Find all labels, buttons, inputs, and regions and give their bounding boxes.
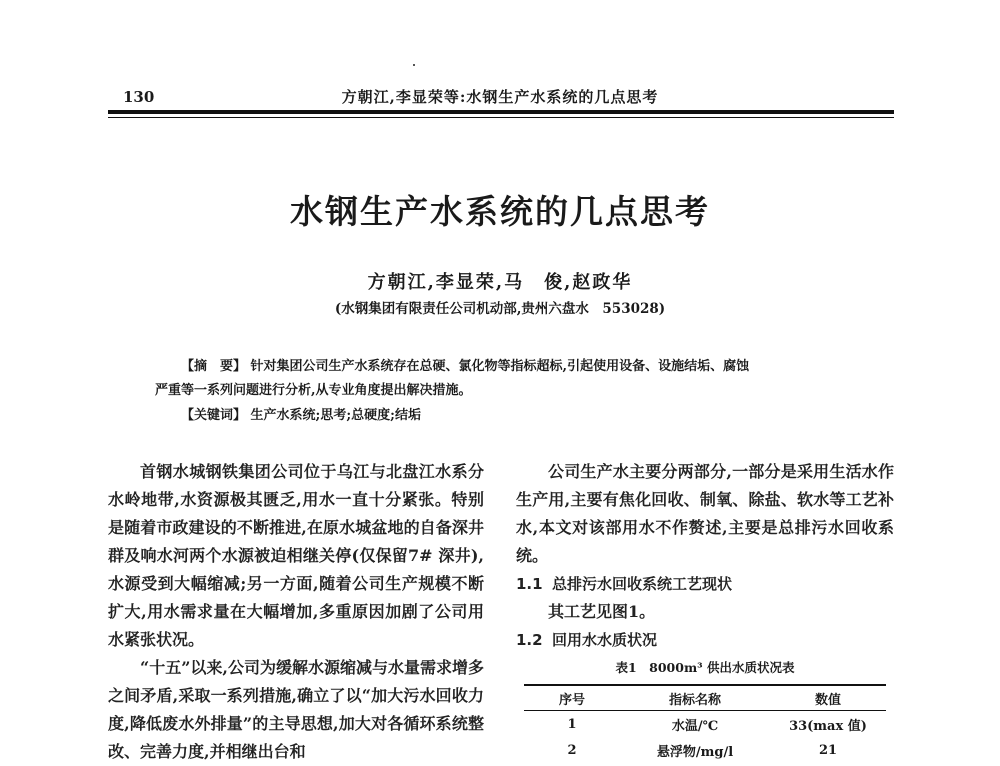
section-number: 1.2 xyxy=(516,631,543,649)
abstract-label: 【摘 要】 xyxy=(181,359,247,374)
section-title: 总排污水回收系统工艺现状 xyxy=(552,575,733,593)
abstract-text-line-2: 严重等一系列问题进行分析,从专业角度提出解决措施。 xyxy=(155,383,472,398)
table-header-cell: 序号 xyxy=(524,685,620,711)
body-paragraph: 公司生产水主要分两部分,一部分是采用生活水作生产用,主要有焦化回收、制氧、除盐、软水等工艺补水,本文对该部用水不作赘述,主要是总排污水回收系统。 xyxy=(516,462,894,565)
body-paragraph: 其工艺见图1。 xyxy=(548,602,656,621)
section-heading-1-2 xyxy=(516,626,894,654)
table-cell: 悬浮物/mg/l xyxy=(656,744,734,760)
section-number: 1.1 xyxy=(516,575,543,593)
table-cell: 水温/℃ xyxy=(671,718,719,734)
table-cell: 33(max 值) xyxy=(789,718,867,734)
body-paragraph: “十五”以来,公司为缓解水源缩减与水量需求增多之间矛盾,采取一系列措施,确立了以“加大污水回收力度,降低废水外排量”的主导思想,加大对各循环系统整改、完善力度,并相继出台和 xyxy=(108,658,484,761)
keywords-text: 生产水系统;思考;总硬度;结垢 xyxy=(250,408,421,423)
affiliation: (水钢集团有限责任公司机动部,贵州六盘水 553028) xyxy=(334,301,666,317)
table-cell: 2 xyxy=(567,742,577,758)
table-header-cell: 数值 xyxy=(770,685,886,711)
paper-title: 水钢生产水系统的几点思考 xyxy=(290,192,710,231)
running-header: 方朝江,李显荣等:水钢生产水系统的几点思考 xyxy=(341,88,659,106)
body-column-right xyxy=(516,458,894,654)
section-heading-1-1 xyxy=(516,570,894,598)
scan-speck xyxy=(413,64,415,66)
water-quality-table xyxy=(524,684,886,763)
table-cell: 1 xyxy=(567,716,577,732)
table-row xyxy=(524,711,886,738)
table-row xyxy=(524,737,886,763)
body-paragraph: 首钢水城钢铁集团公司位于乌江与北盘江水系分水岭地带,水资源极其匮乏,用水一直十分紧张。特别是随着市政建设的不断推进,在原水城盆地的自备深井群及响水河两个水源被迫相继关停(仅保留7# 深井),水源受到大幅缩减;另一方面,随着公司生产规模不断扩大,用水需求量在大幅增加,多重原因加剧了公司用水紧张状况。 xyxy=(108,462,484,649)
header-rule-thin xyxy=(108,117,894,118)
keywords xyxy=(181,404,861,423)
section-title: 回用水水质状况 xyxy=(552,631,658,649)
header-rule-thick xyxy=(108,110,894,114)
table-cell: 21 xyxy=(818,742,838,758)
abstract xyxy=(155,355,855,403)
table-caption: 表1 8000m³ 供出水质状况表 xyxy=(615,660,795,675)
abstract-text-line-1: 针对集团公司生产水系统存在总硬、氯化物等指标超标,引起使用设备、设施结垢、腐蚀 xyxy=(250,359,750,374)
keywords-label: 【关键词】 xyxy=(181,408,247,423)
body-column-left xyxy=(108,458,484,766)
page-number: 130 xyxy=(123,88,155,106)
table-header-cell: 指标名称 xyxy=(620,685,770,711)
author-list: 方朝江,李显荣,马 俊,赵政华 xyxy=(367,272,633,293)
table-header-row xyxy=(524,685,886,711)
